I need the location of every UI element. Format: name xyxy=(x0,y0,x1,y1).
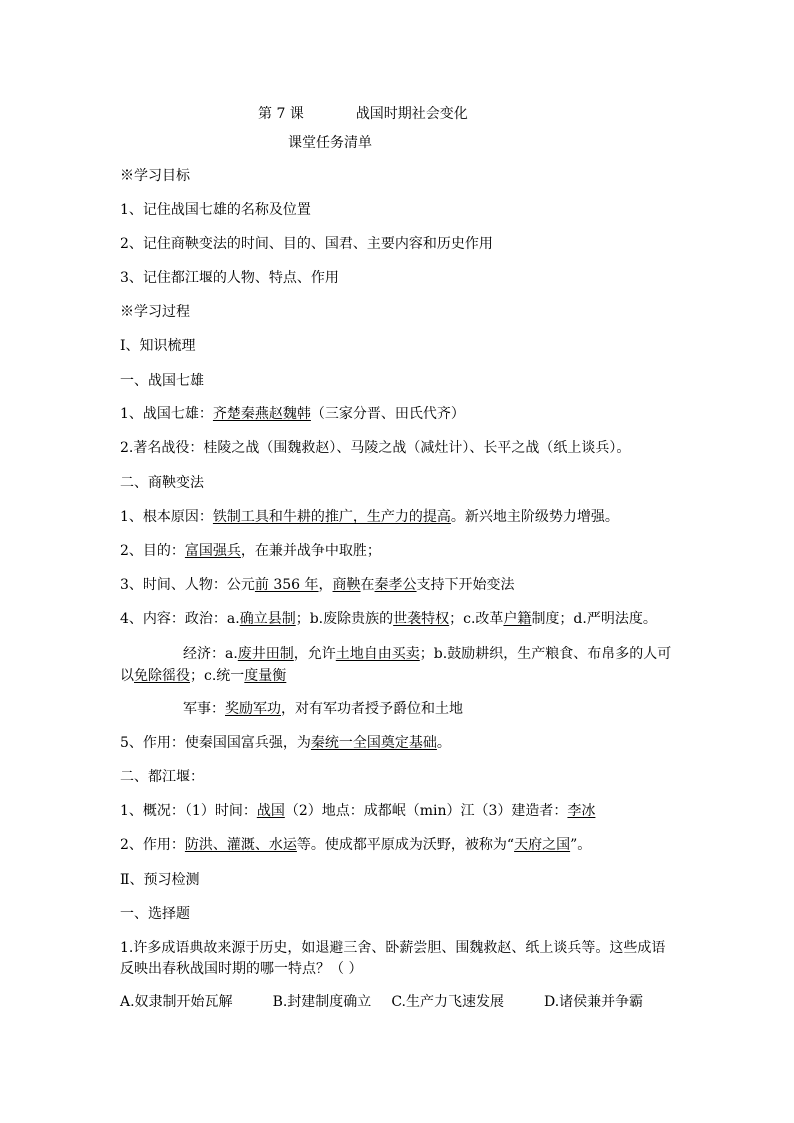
text-line: 4、内容：政治：a.确立县制；b.废除贵族的世袭特权；c.改革户籍制度；d.严明法度。 xyxy=(120,611,657,627)
blank-answer: 李冰 xyxy=(567,803,596,819)
blank-answer: 前 356 年 xyxy=(254,577,319,593)
section-heading: 二、都江堰： xyxy=(120,769,204,785)
blank-answer: 奖励军功 xyxy=(225,701,281,717)
text-line: 军事：奖励军功，对有军功者授予爵位和土地 xyxy=(183,701,463,717)
text-line: 1、战国七雄：齐楚秦燕赵魏韩（三家分晋、田氏代齐） xyxy=(120,406,465,422)
objective-item: 1、记住战国七雄的名称及位置 xyxy=(120,202,311,218)
question-text: 反映出春秋战国时期的哪一特点？（ ） xyxy=(120,961,363,977)
blank-answer: 秦孝公 xyxy=(374,577,417,593)
blank-answer: 战国 xyxy=(256,803,285,819)
blank-answer: 度量衡 xyxy=(244,668,287,684)
text-line: 1、根本原因：铁制工具和牛耕的推广，生产力的提高。新兴地主阶级势力增强。 xyxy=(120,509,619,525)
question-options xyxy=(120,992,643,1012)
text-line: 以免除徭役；c.统一度量衡 xyxy=(120,668,287,684)
blank-answer: 秦统一全国奠定基础 xyxy=(310,735,437,751)
process-heading: ※学习过程 xyxy=(120,304,190,320)
text-line: 经济：a.废井田制，允许土地自由买卖；b.鼓励耕织，生产粮食、布帛多的人可 xyxy=(183,646,672,662)
blank-answer: 铁制工具和牛耕的推广，生产力的提高 xyxy=(212,509,451,525)
option-d: D.诸侯兼并争霸 xyxy=(543,994,644,1010)
text-line: 1、概况：（1）时间：战国（2）地点：成都岷（min）江（3）建造者：李冰 xyxy=(120,803,596,819)
lesson-title xyxy=(258,104,468,124)
text-line: 2、目的：富国强兵，在兼并战争中取胜； xyxy=(120,543,381,559)
option-c: C.生产力飞速发展 xyxy=(391,994,504,1010)
section-heading: 一、战国七雄 xyxy=(120,373,204,389)
objectives-heading: ※学习目标 xyxy=(120,168,190,184)
part-heading: Ⅱ、预习检测 xyxy=(120,872,200,888)
page-subtitle: 课堂任务清单 xyxy=(288,135,372,151)
blank-answer: 齐楚秦燕赵魏韩 xyxy=(212,406,311,422)
blank-answer: 商鞅 xyxy=(332,577,361,593)
question-text: 1.许多成语典故来源于历史，如退避三舍、卧薪尝胆、围魏救赵、纸上谈兵等。这些成语 xyxy=(120,940,666,956)
blank-answer: 天府之国 xyxy=(514,837,571,853)
option-b: B.封建制度确立 xyxy=(272,994,372,1010)
option-a: A.奴隶制开始瓦解 xyxy=(120,994,233,1010)
blank-answer: 世袭特权 xyxy=(393,611,450,627)
objective-item: 2、记住商鞅变法的时间、目的、国君、主要内容和历史作用 xyxy=(120,236,493,252)
blank-answer: 富国强兵 xyxy=(184,543,241,559)
section-heading: 一、选择题 xyxy=(120,906,190,922)
blank-answer: 土地自由买卖 xyxy=(335,646,420,662)
section-heading: 二、商鞅变法 xyxy=(120,475,204,491)
blank-answer: 防洪、灌溉、水运 xyxy=(184,837,297,853)
text-line: 2.著名战役：桂陵之战（围魏救赵）、马陵之战（减灶计）、长平之战（纸上谈兵）。 xyxy=(120,440,631,456)
blank-answer: 户籍 xyxy=(503,611,532,627)
text-line: 5、作用：使秦国国富兵强，为秦统一全国奠定基础。 xyxy=(120,735,451,751)
text-line: 2、作用：防洪、灌溉、水运等。使成都平原成为沃野，被称为“天府之国”。 xyxy=(120,837,592,853)
text-line: 3、时间、人物：公元前 356 年，商鞅在秦孝公支持下开始变法 xyxy=(120,577,515,593)
blank-answer: 免除徭役 xyxy=(134,668,190,684)
lesson-topic: 战国时期社会变化 xyxy=(355,106,468,122)
part-heading: Ⅰ、知识梳理 xyxy=(120,338,196,354)
blank-answer: 确立县制 xyxy=(239,611,296,627)
objective-item: 3、记住都江堰的人物、特点、作用 xyxy=(120,270,339,286)
blank-answer: 废井田制 xyxy=(237,646,294,662)
lesson-number: 第 7 课 xyxy=(258,106,304,122)
